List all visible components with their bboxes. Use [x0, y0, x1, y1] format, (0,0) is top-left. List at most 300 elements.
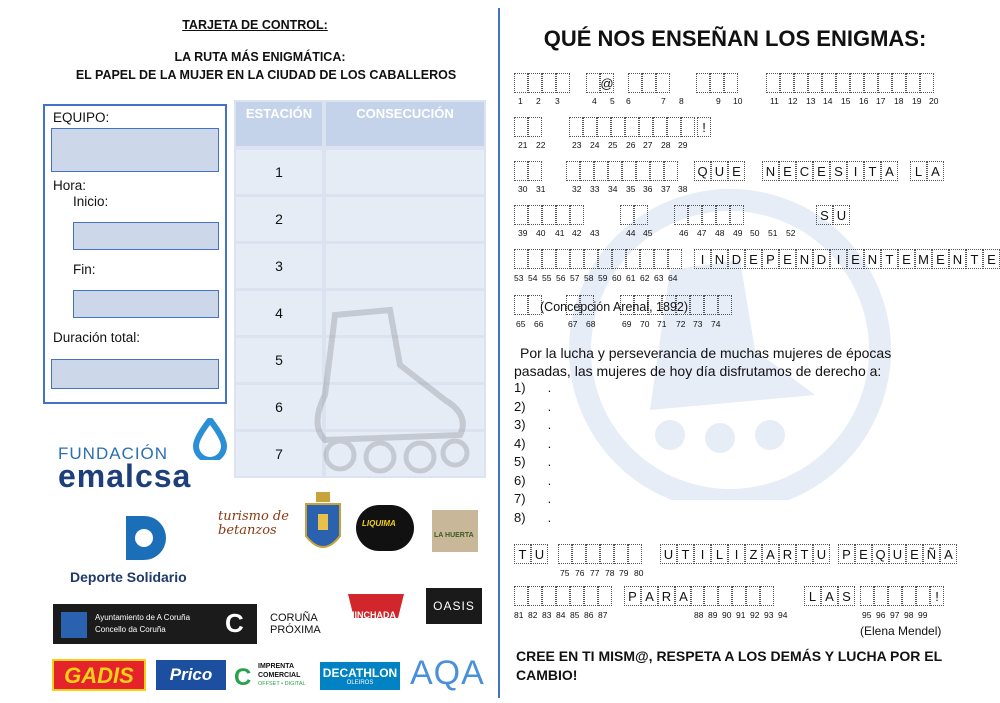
letter-cell[interactable]	[822, 73, 836, 93]
cell-number: 16	[859, 96, 869, 106]
letter-cell[interactable]	[780, 73, 794, 93]
letter-cell-filled: S	[830, 161, 847, 181]
letter-cell[interactable]	[808, 73, 822, 93]
crest-logo	[302, 492, 344, 562]
letter-cell[interactable]	[625, 117, 639, 137]
letter-cell[interactable]	[528, 249, 542, 269]
cell-number: 28	[661, 140, 671, 150]
gadis-logo	[52, 659, 146, 691]
letter-cell[interactable]	[572, 544, 586, 564]
deporte-text: Deporte Solidario	[70, 569, 187, 585]
cell-number: 35	[626, 184, 636, 194]
letter-cell[interactable]	[860, 586, 874, 606]
cell-number: 14	[823, 96, 833, 106]
team-field[interactable]	[51, 128, 219, 172]
letter-cell[interactable]	[583, 117, 597, 137]
crest-small-icon	[61, 612, 87, 638]
cell-number: 6	[626, 96, 631, 106]
letter-cell[interactable]	[594, 161, 608, 181]
skate-watermark-left	[295, 305, 475, 475]
letter-cell-filled: A	[762, 544, 779, 564]
letter-cell[interactable]	[598, 586, 612, 606]
inicio-label: Inicio:	[73, 194, 109, 209]
decathlon-sub-text: OLEIROS	[346, 680, 374, 686]
water-drop-icon	[190, 418, 230, 460]
cell-number: 90	[722, 610, 732, 620]
imprenta-text-2: COMERCIAL	[258, 672, 301, 679]
letter-cell-filled: A	[641, 586, 658, 606]
cell-number: 72	[676, 319, 686, 329]
la-huerta-logo	[432, 510, 478, 552]
letter-cell-filled: Q	[872, 544, 889, 564]
station-number: 4	[236, 291, 322, 335]
letter-cell-filled: A	[881, 161, 898, 181]
route-title: LA RUTA MÁS ENIGMÁTICA:	[174, 50, 346, 64]
duracion-label: Duración total:	[53, 330, 141, 345]
letter-cell-filled: S	[816, 205, 833, 225]
letter-cell[interactable]	[580, 161, 594, 181]
decathlon-text: DECATHLON	[322, 666, 398, 680]
cell-number: 84	[556, 610, 566, 620]
letter-cell[interactable]	[892, 73, 906, 93]
cell-number: 56	[556, 273, 566, 283]
cell-number: 57	[570, 273, 580, 283]
cell-number: 47	[697, 228, 707, 238]
letter-cell-filled: D	[728, 249, 745, 269]
letter-cell[interactable]	[688, 205, 702, 225]
cell-number: 17	[876, 96, 886, 106]
cell-number: 34	[608, 184, 618, 194]
imprenta-logo	[234, 660, 314, 690]
c-mark-icon: C	[225, 608, 244, 638]
letter-cell[interactable]	[514, 249, 528, 269]
letter-cell[interactable]	[628, 544, 642, 564]
rights-list-item	[514, 380, 551, 395]
letter-cell[interactable]	[528, 161, 542, 181]
letter-cell-filled: P	[624, 586, 641, 606]
letter-cell[interactable]	[681, 117, 695, 137]
cell-number: 78	[605, 568, 615, 578]
cell-number: 21	[518, 140, 528, 150]
cell-number: 68	[586, 319, 596, 329]
letter-cell[interactable]	[514, 73, 528, 93]
rights-answer-blank[interactable]: .	[547, 454, 552, 469]
cell-number: 87	[598, 610, 608, 620]
cell-number: 7	[661, 96, 666, 106]
letter-cell[interactable]	[724, 73, 738, 93]
cell-number: 5	[610, 96, 615, 106]
cell-number: 52	[786, 228, 796, 238]
letter-cell-filled: T	[966, 249, 983, 269]
letter-cell[interactable]	[766, 73, 780, 93]
cell-number: 98	[904, 610, 914, 620]
team-box	[43, 104, 227, 404]
fin-field[interactable]	[73, 290, 219, 318]
letter-cell-filled: P	[762, 249, 779, 269]
letter-cell-filled: U	[889, 544, 906, 564]
rights-list-item	[514, 491, 551, 506]
letter-cell-filled: P	[838, 544, 855, 564]
letter-cell[interactable]	[569, 117, 583, 137]
cell-number: 75	[560, 568, 570, 578]
cell-number: 45	[643, 228, 653, 238]
route-subtitle: EL PAPEL DE LA MUJER EN LA CIUDAD DE LOS CABALLEROS	[75, 68, 457, 82]
aqa-text: AQA	[410, 654, 485, 692]
at-sign-cell: @	[600, 73, 614, 93]
cell-number: 11	[770, 96, 779, 106]
team-label: EQUIPO:	[53, 110, 110, 125]
letter-cell[interactable]	[584, 249, 598, 269]
exclamation-cell: !	[697, 117, 711, 137]
cell-number: 73	[693, 319, 703, 329]
letter-cell[interactable]	[556, 249, 570, 269]
letter-cell[interactable]	[634, 205, 648, 225]
cell-number: 31	[536, 184, 546, 194]
cell-number: 64	[668, 273, 678, 283]
letter-cell[interactable]	[584, 586, 598, 606]
turismo-betanzos-logo	[218, 500, 294, 558]
letter-cell[interactable]	[902, 586, 916, 606]
letter-cell[interactable]	[667, 117, 681, 137]
letter-cell-filled: I	[694, 249, 711, 269]
letter-cell[interactable]	[528, 73, 542, 93]
letter-cell[interactable]	[653, 117, 667, 137]
rights-list-item	[514, 454, 551, 469]
cell-number: 77	[590, 568, 600, 578]
cell-number: 81	[514, 610, 524, 620]
letter-cell[interactable]	[556, 73, 570, 93]
letter-cell[interactable]	[542, 586, 556, 606]
cell-number: 49	[733, 228, 743, 238]
cell-number: 43	[590, 228, 600, 238]
rights-answer-blank[interactable]: .	[547, 417, 552, 432]
fundacion-emalcsa-logo	[58, 418, 238, 498]
letter-cell[interactable]	[642, 73, 656, 93]
letter-cell[interactable]	[718, 586, 732, 606]
rights-list-number: 4)	[514, 435, 526, 451]
letter-cell[interactable]	[570, 586, 584, 606]
letter-cell-filled: R	[779, 544, 796, 564]
letter-cell[interactable]	[718, 295, 732, 315]
letter-cell[interactable]	[514, 205, 528, 225]
letter-cell-filled: S	[838, 586, 855, 606]
letter-cell[interactable]	[690, 295, 704, 315]
letter-cell[interactable]	[650, 161, 664, 181]
letter-cell-filled: U	[660, 544, 677, 564]
letter-cell[interactable]	[702, 205, 716, 225]
cell-number: 4	[592, 96, 597, 106]
cell-number: 70	[640, 319, 650, 329]
letter-cell[interactable]	[668, 249, 682, 269]
letter-cell[interactable]	[874, 586, 888, 606]
cell-number: 12	[788, 96, 798, 106]
letter-cell[interactable]	[730, 205, 744, 225]
letter-cell[interactable]	[746, 586, 760, 606]
rights-answer-blank[interactable]: .	[547, 398, 552, 414]
cell-number: 44	[626, 228, 636, 238]
proxima-text: PRÓXIMA	[270, 624, 321, 636]
letter-cell[interactable]	[704, 586, 718, 606]
letter-cell[interactable]	[628, 73, 642, 93]
letter-cell[interactable]	[710, 73, 724, 93]
cell-number: 60	[612, 273, 622, 283]
cell-number: 92	[750, 610, 760, 620]
letter-cell[interactable]	[674, 205, 688, 225]
letter-cell[interactable]	[514, 161, 528, 181]
duracion-field[interactable]	[51, 359, 219, 389]
letter-cell-filled: E	[855, 544, 872, 564]
fin-label: Fin:	[73, 262, 96, 277]
letter-cell[interactable]	[888, 586, 902, 606]
cell-number: 38	[678, 184, 688, 194]
letter-cell[interactable]	[664, 161, 678, 181]
cell-number: 62	[640, 273, 650, 283]
letter-cell[interactable]	[598, 249, 612, 269]
rights-answer-blank[interactable]: .	[547, 491, 552, 506]
rights-list-item	[514, 510, 551, 525]
letter-cell[interactable]	[916, 586, 930, 606]
letter-cell[interactable]	[542, 73, 556, 93]
station-number: 6	[236, 385, 322, 429]
rights-list-number: 6)	[514, 472, 526, 488]
turismo-text: turismo de betanzos	[218, 509, 289, 538]
cell-number: 66	[534, 319, 544, 329]
letter-cell-filled: T	[796, 544, 813, 564]
cell-number: 55	[542, 273, 552, 283]
letter-cell-filled: U	[711, 161, 728, 181]
cell-number: 53	[514, 273, 524, 283]
letter-cell[interactable]	[514, 295, 528, 315]
aqa-logo	[410, 654, 486, 694]
hinchada-logo	[342, 586, 410, 626]
letter-cell[interactable]	[612, 249, 626, 269]
letter-cell[interactable]	[556, 205, 570, 225]
prico-logo	[156, 660, 226, 690]
rights-list-item	[514, 399, 551, 414]
gadis-text: GADIS	[64, 663, 134, 688]
station-achievement-cell[interactable]	[326, 197, 484, 241]
inicio-field[interactable]	[73, 222, 219, 250]
cell-number: 46	[679, 228, 689, 238]
letter-cell-filled: L	[910, 161, 927, 181]
cell-number: 79	[619, 568, 629, 578]
cell-number: 9	[716, 96, 721, 106]
huerta-text: LA HUERTA	[434, 532, 474, 539]
cell-number: 82	[528, 610, 538, 620]
letter-cell[interactable]	[626, 249, 640, 269]
oasis-logo	[426, 588, 482, 624]
letter-cell[interactable]	[514, 586, 528, 606]
cell-number: 15	[841, 96, 851, 106]
cell-number: 48	[715, 228, 725, 238]
letter-cell-filled: A	[940, 544, 957, 564]
letter-cell-filled: E	[983, 249, 1000, 269]
station-number: 5	[236, 338, 322, 382]
enigmas-title: QUÉ NOS ENSEÑAN LOS ENIGMAS:	[543, 26, 927, 51]
rights-answer-blank[interactable]: .	[547, 435, 552, 451]
exclamation-cell: !	[930, 586, 944, 606]
coruna-proxima-logo	[270, 612, 340, 642]
letter-cell[interactable]	[586, 73, 600, 93]
cell-number: 69	[622, 319, 632, 329]
cell-number: 54	[528, 273, 538, 283]
cell-number: 88	[694, 610, 704, 620]
achievement-header: CONSECUCIÓN	[326, 102, 484, 146]
cell-number: 30	[518, 184, 528, 194]
station-header: ESTACIÓN	[236, 102, 322, 146]
letter-cell-filled: I	[694, 544, 711, 564]
station-achievement-cell[interactable]	[326, 150, 484, 194]
rights-list-number: 8)	[514, 509, 526, 525]
cell-number: 8	[679, 96, 684, 106]
letter-cell[interactable]	[732, 586, 746, 606]
letter-cell[interactable]	[556, 586, 570, 606]
letter-cell[interactable]	[640, 249, 654, 269]
letter-cell-filled: T	[677, 544, 694, 564]
letter-cell-filled: R	[658, 586, 675, 606]
imprenta-text-3: OFFSET • DIGITAL	[258, 681, 306, 687]
letter-cell-filled: E	[728, 161, 745, 181]
page-divider	[498, 8, 500, 698]
cell-number: 96	[876, 610, 886, 620]
letter-cell[interactable]	[836, 73, 850, 93]
coat-of-arms-icon	[302, 492, 344, 562]
letter-cell[interactable]	[528, 586, 542, 606]
letter-cell[interactable]	[696, 73, 710, 93]
cell-number: 25	[608, 140, 618, 150]
cell-number: 95	[862, 610, 872, 620]
letter-cell-filled: T	[514, 544, 531, 564]
cell-number: 13	[806, 96, 816, 106]
letter-cell[interactable]	[878, 73, 892, 93]
letter-cell-filled: E	[813, 161, 830, 181]
letter-cell[interactable]	[570, 249, 584, 269]
rights-answer-blank[interactable]: .	[547, 380, 552, 395]
ayto-text-1: Ayuntamiento de A Coruña	[95, 613, 191, 622]
letter-cell-filled: N	[949, 249, 966, 269]
letter-cell[interactable]	[716, 205, 730, 225]
letter-cell[interactable]	[542, 205, 556, 225]
rights-list-number: 3)	[514, 417, 526, 432]
letter-cell-filled: T	[864, 161, 881, 181]
letter-cell[interactable]	[690, 586, 704, 606]
letter-cell[interactable]	[558, 544, 572, 564]
cell-number: 32	[572, 184, 582, 194]
prico-text: Prico	[169, 665, 213, 684]
letter-cell[interactable]	[639, 117, 653, 137]
cell-number: 85	[570, 610, 580, 620]
letter-cell[interactable]	[864, 73, 878, 93]
letter-cell[interactable]	[611, 117, 625, 137]
letter-cell[interactable]	[514, 117, 528, 137]
letter-cell[interactable]	[760, 586, 774, 606]
cell-number: 76	[575, 568, 585, 578]
rights-list-item	[514, 436, 551, 451]
letter-cell[interactable]	[566, 161, 580, 181]
letter-cell[interactable]	[704, 295, 718, 315]
letter-cell-filled: N	[796, 249, 813, 269]
letter-cell[interactable]	[656, 73, 670, 93]
cell-number: 33	[590, 184, 600, 194]
cell-number: 74	[711, 319, 721, 329]
cell-number: 39	[518, 228, 528, 238]
cell-number: 18	[894, 96, 904, 106]
liquimar-logo	[356, 505, 414, 551]
rights-list-item	[514, 473, 551, 488]
rights-answer-blank[interactable]: .	[547, 509, 552, 525]
rights-list-number: 2)	[514, 398, 526, 414]
card-title: TARJETA DE CONTROL:	[182, 18, 328, 32]
letter-cell-filled: N	[864, 249, 881, 269]
letter-cell-filled: L	[711, 544, 728, 564]
letter-cell[interactable]	[850, 73, 864, 93]
letter-cell[interactable]	[597, 117, 611, 137]
station-number: 1	[236, 150, 322, 194]
letter-cell[interactable]	[636, 161, 650, 181]
ayuntamiento-logo	[53, 604, 257, 644]
letter-cell[interactable]	[654, 249, 668, 269]
ayto-text-2: Concello da Coruña	[95, 625, 166, 634]
letter-cell[interactable]	[608, 161, 622, 181]
emalcsa-text: emalcsa	[58, 458, 192, 494]
letter-cell-filled: N	[711, 249, 728, 269]
letter-cell-filled: A	[675, 586, 692, 606]
letter-cell-filled: T	[881, 249, 898, 269]
letter-cell[interactable]	[570, 205, 584, 225]
cell-number: 24	[590, 140, 600, 150]
letter-cell-filled: Ñ	[923, 544, 940, 564]
oasis-text: OASIS	[433, 599, 475, 613]
rights-list-number: 1)	[514, 380, 526, 395]
hinchada-text: HINCHADA	[348, 610, 396, 620]
letter-cell-filled: Q	[694, 161, 711, 181]
skate-watermark-right	[560, 180, 900, 500]
letter-cell-filled: U	[813, 544, 830, 564]
letter-cell[interactable]	[794, 73, 808, 93]
citation-arenal: (Concepción Arenal, 1892)	[540, 300, 689, 314]
letter-cell[interactable]	[586, 544, 600, 564]
letter-cell[interactable]	[600, 544, 614, 564]
letter-cell-filled: D	[813, 249, 830, 269]
letter-cell[interactable]	[622, 161, 636, 181]
letter-cell-filled: E	[779, 161, 796, 181]
cell-number: 37	[661, 184, 671, 194]
cell-number: 99	[918, 610, 928, 620]
rights-paragraph: Por la lucha y perseverancia de muchas mujeres de épocas pasadas, las mujeres de hoy día disfrutamos de derecho a:	[514, 345, 892, 379]
station-achievement-cell[interactable]	[326, 244, 484, 288]
letter-cell[interactable]	[906, 73, 920, 93]
hora-label: Hora:	[53, 178, 87, 193]
letter-cell[interactable]	[620, 205, 634, 225]
rights-answer-blank[interactable]: .	[547, 472, 552, 488]
cell-number: 51	[768, 228, 778, 238]
cell-number: 86	[584, 610, 594, 620]
letter-cell[interactable]	[528, 205, 542, 225]
cell-number: 42	[572, 228, 582, 238]
cell-number: 67	[568, 319, 578, 329]
letter-cell-filled: U	[833, 205, 850, 225]
letter-cell[interactable]	[920, 73, 934, 93]
letter-cell[interactable]	[542, 249, 556, 269]
cell-number: 3	[555, 96, 560, 106]
letter-cell[interactable]	[614, 544, 628, 564]
ci-mark-icon: C	[234, 664, 252, 691]
cell-number: 20	[929, 96, 939, 106]
letter-cell-filled: I	[830, 249, 847, 269]
cell-number: 83	[542, 610, 552, 620]
cell-number: 2	[536, 96, 541, 106]
letter-cell[interactable]	[528, 117, 542, 137]
